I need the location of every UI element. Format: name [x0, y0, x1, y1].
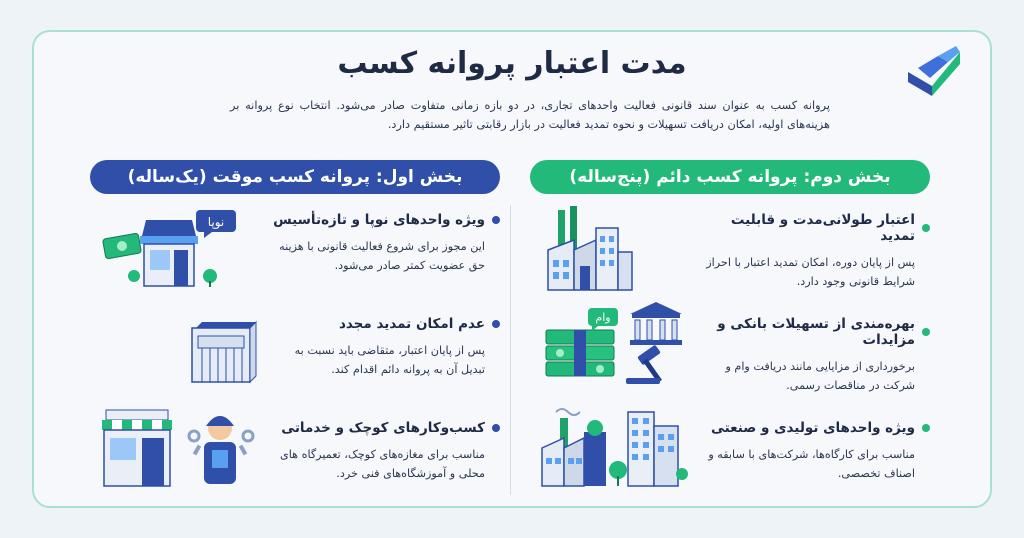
item-title: عدم امکان تمدید مجدد	[338, 316, 485, 332]
temporary-item-2	[270, 316, 500, 379]
industrial-plant-icon	[538, 404, 688, 488]
bullet-dot	[492, 424, 500, 432]
new-shop-icon	[100, 206, 250, 290]
column-divider	[510, 205, 511, 495]
item-text: این مجوز برای شروع فعالیت قانونی با هزینه حق عضویت کمتر صادر می‌شود.	[279, 240, 485, 272]
startup-badge: نوپا	[207, 215, 225, 229]
item-title: کسب‌وکارهای کوچک و خدماتی	[281, 420, 485, 436]
temporary-item-3	[270, 420, 500, 483]
temporary-item-1	[270, 212, 500, 275]
bullet-dot	[922, 224, 930, 232]
item-title: ویژه واحدهای نوپا و تازه‌تأسیس	[273, 212, 485, 228]
item-title: بهره‌مندی از تسهیلات بانکی و مزایدات	[717, 316, 915, 348]
factory-building-icon	[544, 206, 636, 292]
page-title: مدت اعتبار پروانه کسب	[337, 46, 687, 81]
loan-badge: وام	[595, 311, 611, 324]
temporary-license-heading: بخش اول: پروانه کسب موقت (یک‌ساله)	[90, 160, 500, 194]
bullet-dot	[922, 328, 930, 336]
bullet-dot	[492, 216, 500, 224]
item-text: مناسب برای مغازه‌های کوچک، تعمیرگاه های محلی و آموزشگاه‌های فنی خرد.	[279, 448, 485, 480]
bullet-dot	[492, 320, 500, 328]
intro-paragraph: پروانه کسب به عنوان سند قانونی فعالیت واحدهای تجاری، در دو بازه زمانی متفاوت صادر می‌شود. انتخاب نوع پروانه بر هزینه‌های اولیه، امکان دریافت تسهیلات و نحوه تمدید فعالیت در بازار رقابتی تاثیر مستقیم دارد.	[230, 99, 830, 131]
item-text: پس از پایان دوره، امکان تمدید اعتبار با احراز شرایط قانونی وجود دارد.	[706, 256, 915, 288]
permanent-item-3	[698, 420, 930, 483]
item-title: ویژه واحدهای تولیدی و صنعتی	[711, 420, 915, 436]
money-bank-gavel-icon	[540, 300, 690, 388]
permanent-item-1	[698, 212, 930, 291]
item-text: مناسب برای کارگاه‌ها، شرکت‌های با سابقه و اصناف تخصصی.	[708, 448, 915, 480]
item-text: پس از پایان اعتبار، متقاضی باید نسبت به تبدیل آن به پروانه دائم اقدام کند.	[294, 344, 485, 376]
item-text: برخورداری از مزایایی مانند دریافت وام و شرکت در مناقصات رسمی.	[725, 360, 915, 392]
bullet-dot	[922, 424, 930, 432]
permanent-license-heading: بخش دوم: پروانه کسب دائم (پنج‌ساله)	[530, 160, 930, 194]
closed-shop-icon	[186, 318, 260, 384]
permanent-item-2	[698, 316, 930, 395]
item-title: اعتبار طولانی‌مدت و قابلیت تمدید	[730, 212, 915, 244]
storefront-mechanic-icon	[96, 404, 266, 490]
